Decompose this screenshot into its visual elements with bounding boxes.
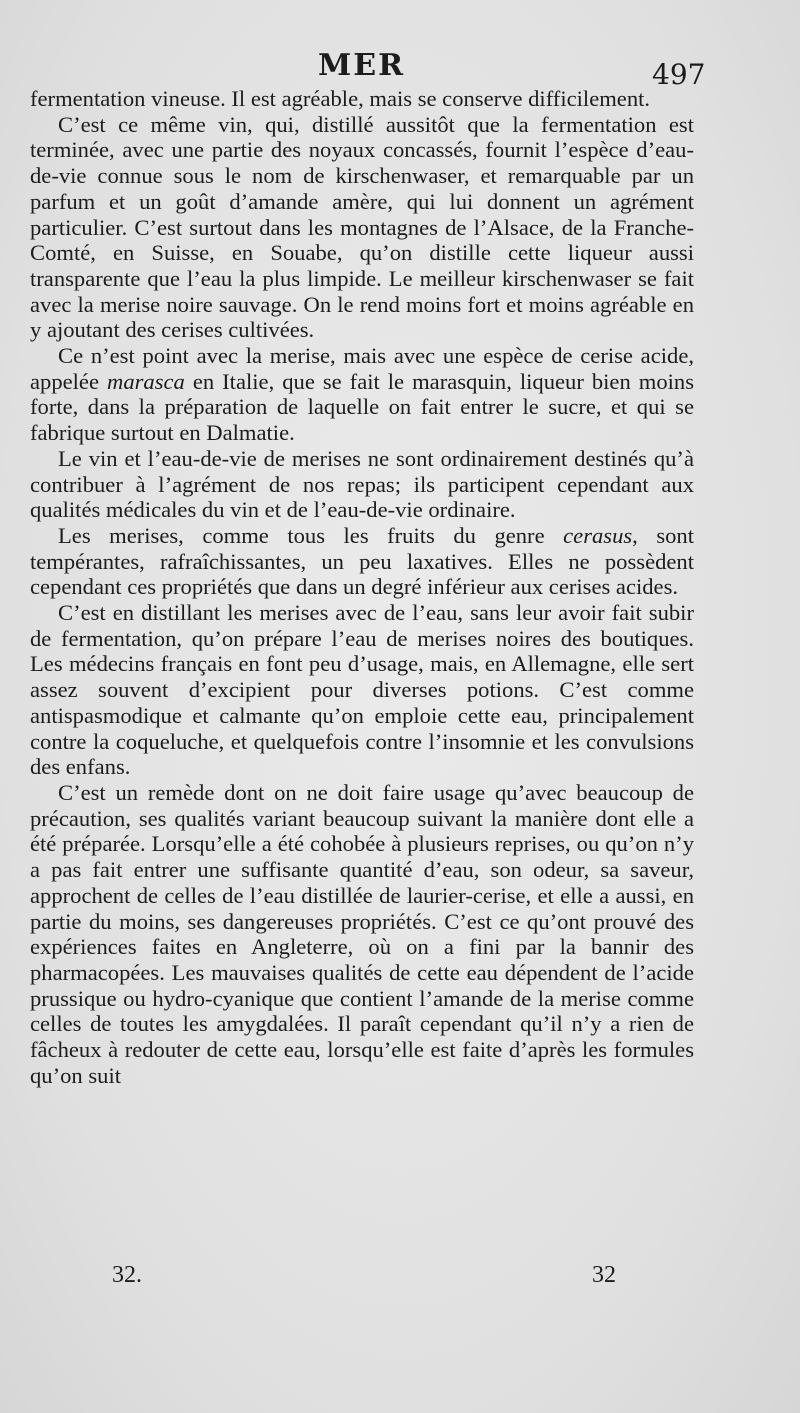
signature-marks bbox=[0, 1262, 800, 1292]
paragraph-precaution: C’est un remède dont on ne doit faire usage qu’avec beaucoup de précaution, ses qualités variant beaucoup suivant la manière dont elle a été préparée. Lorsqu’elle a été cohobée à plusieurs reprises, ou qu’on n’y a pas fait entrer une suffisante quantité d’eau, son odeur, sa saveur, approchent de celles de l’eau distillée de laurier-cerise, et elle a aussi, en partie du moins, ses dangereuses propriétés. C’est ce qu’ont prouvé des expériences faites en Angleterre, où on a fini par la bannir des pharmacopées. Les mauvaises qualités de cette eau dépendent de l’acide prussique ou hydro-cyanique que contient l’amande de la merise comme celles de toutes les amygdalées. Il paraît cependant qu’il n’y a rien de fâcheux à redouter de cette eau, lorsqu’elle est faite d’après les formules qu’on suit bbox=[30, 779, 694, 1088]
paragraph-proprietes: Les merises, comme tous les fruits du genre cerasus, sont tempérantes, rafraîchissantes, un peu laxatives. Elles ne possèdent cependant ces propriétés que dans un degré inférieur aux cerises acides. bbox=[30, 522, 694, 600]
signature-mark-right: 32 bbox=[592, 1262, 616, 1288]
page-number: 497 bbox=[652, 58, 706, 91]
paragraph-continuation: fermentation vineuse. Il est agréable, mais se conserve difficilement. bbox=[30, 86, 651, 111]
running-head-title: MER bbox=[318, 48, 406, 83]
paragraph-vin-eau-de-vie: Le vin et l’eau-de-vie de merises ne sont ordinairement destinés qu’à contribuer à l’agrément de nos repas; ils participent cependant aux qualités médicales du vin et de l’eau-de-vie ordinaire. bbox=[30, 445, 694, 523]
body-text bbox=[30, 86, 694, 1088]
signature-mark-left: 32. bbox=[112, 1262, 142, 1288]
running-head bbox=[0, 48, 800, 91]
paragraph-marasquin: Ce n’est point avec la merise, mais avec une espèce de cerise acide, appelée marasca en Italie, que se fait le marasquin, liqueur bien moins forte, dans la préparation de laquelle on fait entrer le sucre, et qui se fabrique surtout en Dalmatie. bbox=[30, 343, 695, 446]
paragraph-distillation: C’est en distillant les merises avec de l’eau, sans leur avoir fait subir de fermentation, qu’on prépare l’eau de merises noires des boutiques. Les médecins français en font peu d’usage, mais, en Allemagne, elle sert assez souvent d’excipient pour diverses potions. C’est comme antispasmodique et calmante qu’on emploie cette eau, principalement contre la coqueluche, et quelquefois contre l’insomnie et les convulsions des enfans. bbox=[30, 600, 694, 780]
paragraph-kirschenwaser: C’est ce même vin, qui, distillé aussitôt que la fermentation est terminée, avec une partie des noyaux concassés, fournit l’espèce d’eau-de-vie connue sous le nom de kirschenwaser, et remarquable par un parfum et un goût d’amande amère, qui lui donnent un agrément particulier. C’est surtout dans les montagnes de l’Alsace, de la Franche-Comté, en Suisse, en Souabe, qu’on distille cette liqueur aussi transparente que l’eau la plus limpide. Le meilleur kirschenwaser se fait avec la merise noire sauvage. On le rend moins fort et moins agréable en y ajoutant des cerises cultivées. bbox=[30, 111, 694, 343]
